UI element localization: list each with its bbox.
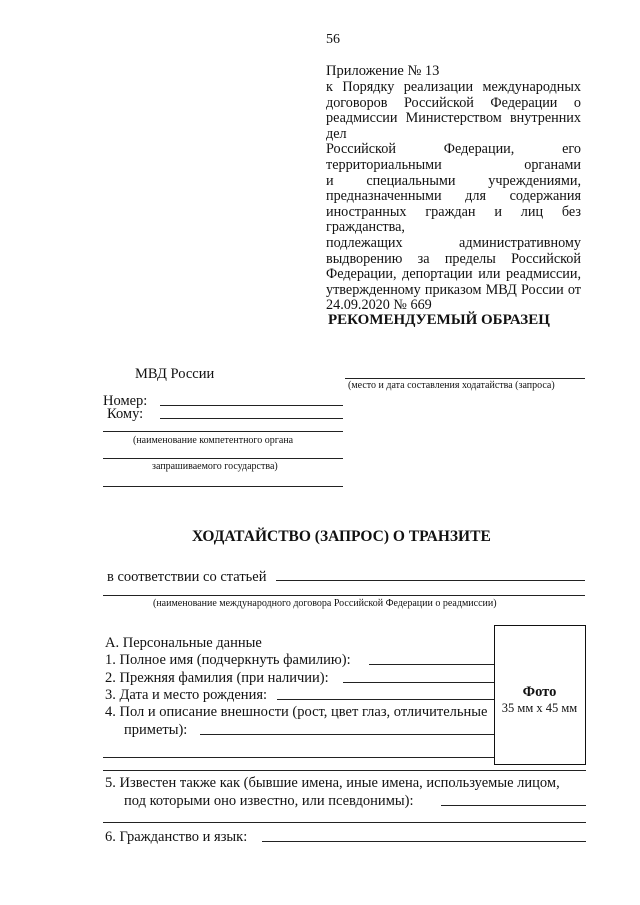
appearance-field-line-2[interactable] xyxy=(103,757,494,758)
annex-line: реадмиссии Министерством внутренних дел xyxy=(326,110,581,142)
recommended-sample-heading: РЕКОМЕНДУЕМЫЙ ОБРАЗЕЦ xyxy=(328,312,550,328)
annex-line: территориальными органами xyxy=(326,156,581,173)
annex-line: Российской Федерации, его xyxy=(326,141,581,158)
article-label: в соответствии со статьей xyxy=(107,569,267,585)
place-date-field[interactable] xyxy=(345,378,585,379)
annex-line: предназначенными для содержания xyxy=(326,188,581,205)
article-field-line-2[interactable] xyxy=(103,595,585,596)
aliases-field[interactable] xyxy=(441,805,586,806)
photo-size: 35 мм х 45 мм xyxy=(501,701,578,715)
annex-line: утвержденному приказом МВД России от xyxy=(326,281,581,298)
annex-line: 24.09.2020 № 669 xyxy=(326,297,432,314)
item-previous-surname: 2. Прежняя фамилия (при наличии): xyxy=(105,670,329,686)
annex-line: и специальными учреждениями, xyxy=(326,172,581,189)
page-number: 56 xyxy=(326,32,340,47)
annex-title: Приложение № 13 xyxy=(326,63,440,79)
article-caption: (наименование международного договора Российской Федерации о реадмиссии) xyxy=(153,598,497,609)
appearance-field[interactable] xyxy=(200,734,494,735)
photo-label: Фото xyxy=(522,684,557,700)
ministry-label: МВД России xyxy=(135,366,215,382)
item-aliases-cont: под которыми оно известно, или псевдонимы): xyxy=(124,793,414,809)
authority-caption-1: (наименование компетентного органа xyxy=(133,435,294,446)
divider-line xyxy=(103,770,586,771)
item-full-name: 1. Полное имя (подчеркнуть фамилию): xyxy=(105,652,351,668)
annex-line: выдворению за пределы Российской xyxy=(326,250,581,267)
to-field-line-2[interactable] xyxy=(103,431,343,432)
item-birth-date-place: 3. Дата и место рождения: xyxy=(105,687,268,703)
annex-line: договоров Российской Федерации о xyxy=(326,94,581,111)
to-label: Кому: xyxy=(107,406,144,422)
article-field[interactable] xyxy=(276,580,585,581)
annex-line: Федерации, депортации или реадмиссии, xyxy=(326,266,581,283)
previous-surname-field[interactable] xyxy=(343,682,494,683)
annex-line: иностранных граждан и лиц без гражданства, xyxy=(326,203,581,236)
authority-caption-2: запрашиваемого государства) xyxy=(152,461,278,472)
photo-box xyxy=(494,625,586,765)
annex-line: подлежащих административному xyxy=(326,234,581,251)
annex-line: к Порядку реализации международных xyxy=(326,79,581,95)
section-a-title: А. Персональные данные xyxy=(105,635,262,651)
authority-field-line-2[interactable] xyxy=(103,486,343,487)
item-appearance: 4. Пол и описание внешности (рост, цвет глаз, отличительные xyxy=(105,704,488,720)
document-title: ХОДАТАЙСТВО (ЗАПРОС) О ТРАНЗИТЕ xyxy=(192,528,491,545)
to-field[interactable] xyxy=(160,418,343,419)
item-appearance-cont: приметы): xyxy=(124,722,188,738)
item-citizenship-language: 6. Гражданство и язык: xyxy=(105,829,248,845)
place-date-caption: (место и дата составления ходатайства (запроса) xyxy=(348,380,555,391)
birth-date-place-field[interactable] xyxy=(277,699,494,700)
authority-field[interactable] xyxy=(103,458,343,459)
number-label: Номер: xyxy=(103,393,148,409)
aliases-field-line-2[interactable] xyxy=(103,822,586,823)
item-aliases: 5. Известен также как (бывшие имена, иные имена, используемые лицом, xyxy=(105,775,560,791)
annex-body xyxy=(326,80,581,314)
number-field[interactable] xyxy=(160,405,343,406)
full-name-field[interactable] xyxy=(369,664,494,665)
citizenship-language-field[interactable] xyxy=(262,841,586,842)
